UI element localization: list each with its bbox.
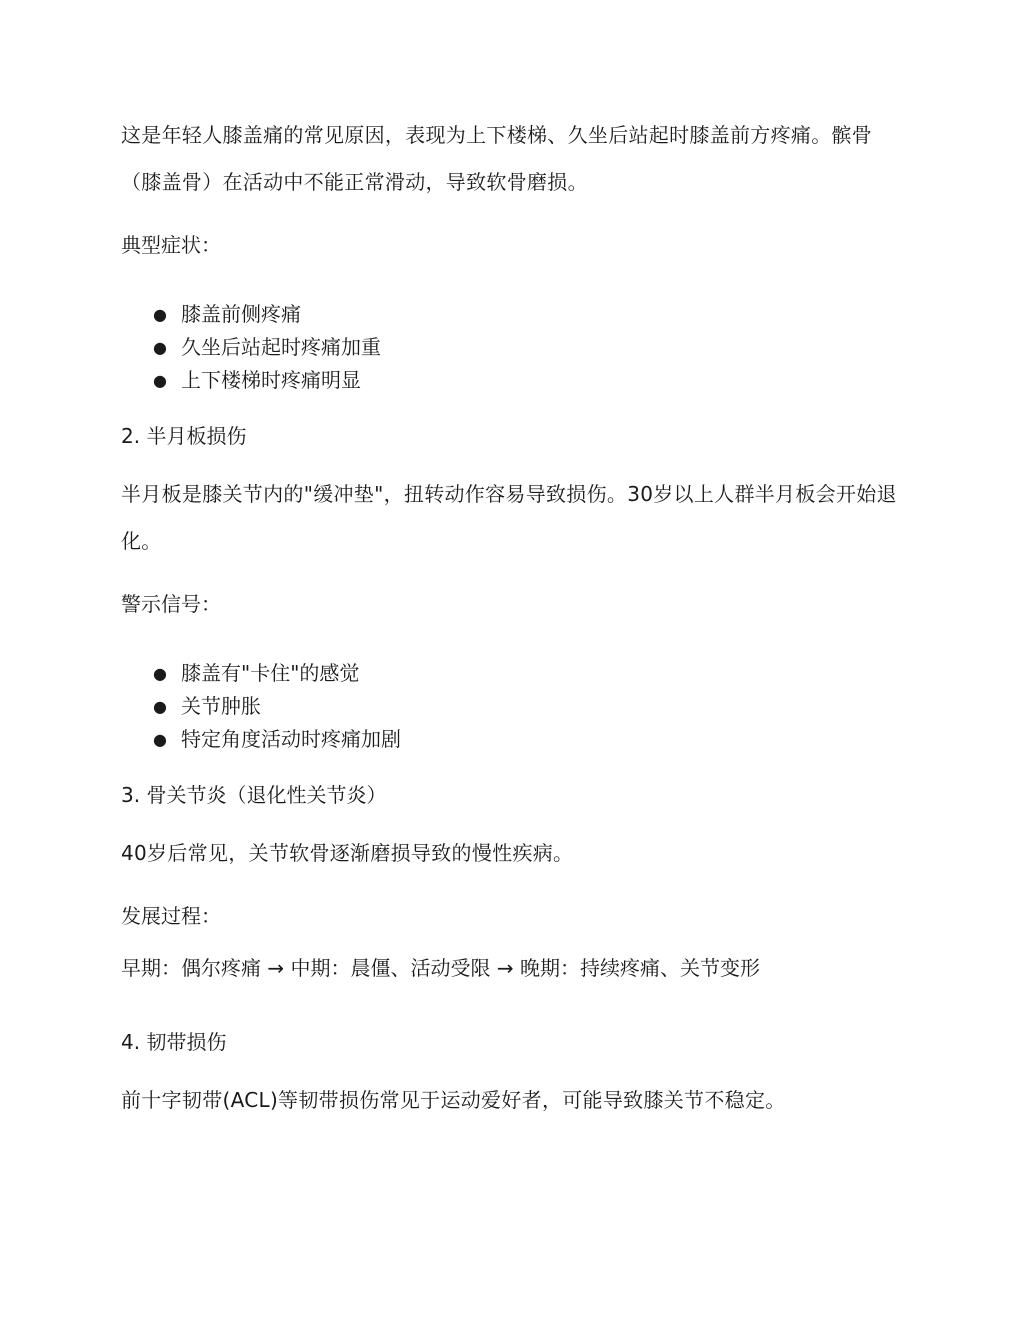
progress-label: 发展过程：: [121, 904, 221, 928]
signals-label: 警示信号：: [121, 592, 221, 616]
list-item: ● 关节肿胀: [153, 690, 901, 723]
section4-intro: 前十字韧带(ACL)等韧带损伤常见于运动爱好者，可能导致膝关节不稳定。: [121, 1088, 786, 1112]
document-page: [121, 112, 901, 1124]
symptoms-label: 典型症状：: [121, 233, 221, 257]
symptoms-list: [121, 298, 901, 397]
bullet-icon: ●: [153, 305, 167, 324]
section2-intro: 半月板是膝关节内的"缓冲垫"，扭转动作容易导致损伤。30岁以上人群半月板会开始退化。: [121, 482, 897, 553]
section1-intro: 这是年轻人膝盖痛的常见原因，表现为上下楼梯、久坐后站起时膝盖前方疼痛。髌骨（膝盖骨）在活动中不能正常滑动，导致软骨磨损。: [121, 123, 873, 194]
signals-list: [121, 657, 901, 756]
list-item: ● 膝盖有"卡住"的感觉: [153, 657, 901, 690]
progress-text: 早期：偶尔疼痛 → 中期：晨僵、活动受限 → 晚期：持续疼痛、关节变形: [121, 956, 760, 980]
section2-heading: 2. 半月板损伤: [121, 424, 247, 448]
bullet-icon: ●: [153, 697, 167, 716]
bullet-icon: ●: [153, 664, 167, 683]
bullet-icon: ●: [153, 371, 167, 390]
bullet-icon: ●: [153, 730, 167, 749]
list-item: ● 膝盖前侧疼痛: [153, 298, 901, 331]
bullet-icon: ●: [153, 338, 167, 357]
list-item: ● 久坐后站起时疼痛加重: [153, 331, 901, 364]
list-item: ● 上下楼梯时疼痛明显: [153, 364, 901, 397]
section3-intro: 40岁后常见，关节软骨逐渐磨损导致的慢性疾病。: [121, 841, 574, 865]
section3-heading: 3. 骨关节炎（退化性关节炎）: [121, 783, 387, 807]
section4-heading: 4. 韧带损伤: [121, 1030, 227, 1054]
list-item: ● 特定角度活动时疼痛加剧: [153, 723, 901, 756]
